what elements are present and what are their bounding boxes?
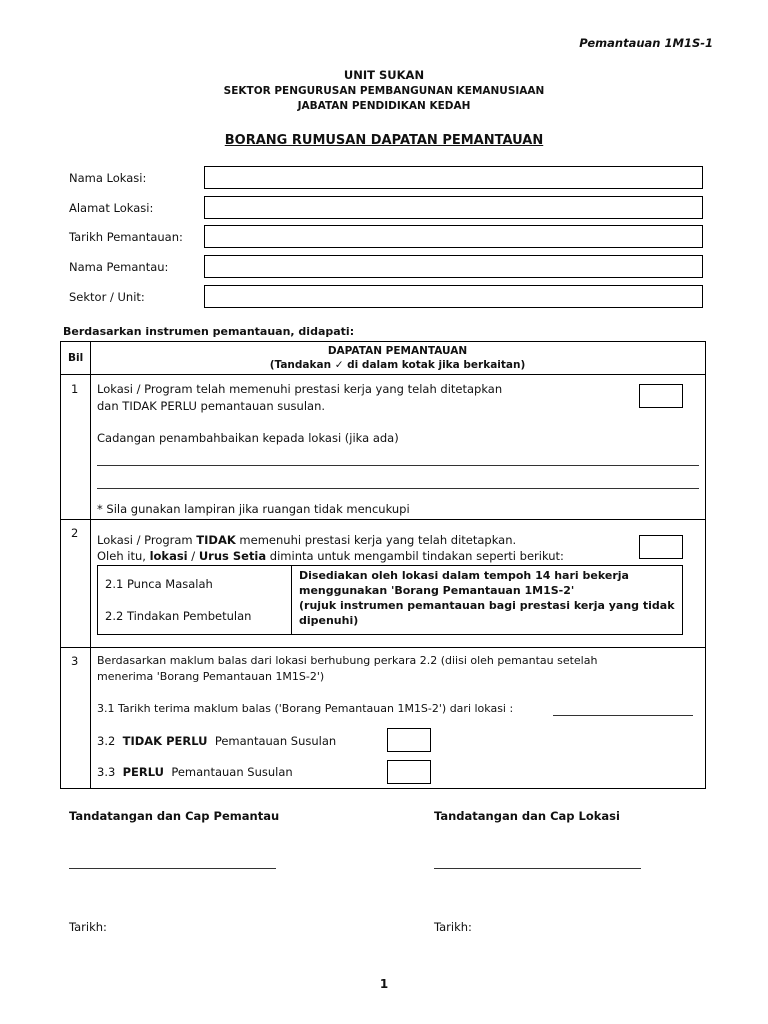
header-department: JABATAN PENDIDIKAN KEDAH [297, 100, 471, 112]
header-sector: SEKTOR PENGURUSAN PEMBANGUNAN KEMANUSIAAN [223, 85, 545, 97]
tarikh-pemantauan-field[interactable] [204, 225, 703, 248]
cadangan-line[interactable] [97, 465, 699, 466]
perlu-checkbox[interactable] [387, 760, 431, 784]
row3-statement: Berdasarkan maklum balas dari lokasi berhubung perkara 2.2 (diisi oleh pemantau setelah [97, 654, 598, 667]
item-tindakan-pembetulan: 2.2 Tindakan Pembetulan [105, 609, 252, 623]
row3-statement-cont: menerima 'Borang Pemantauan 1M1S-2') [97, 670, 325, 683]
row-divider [61, 519, 705, 520]
page-number: 1 [379, 977, 389, 991]
row3-item-perlu: 3.3 PERLU Pemantauan Susulan [97, 765, 293, 779]
document-reference: Pemantauan 1M1S-1 [579, 36, 713, 50]
label-alamat-lokasi: Alamat Lokasi: [69, 201, 154, 215]
intro-text: Berdasarkan instrumen pemantauan, didapati: [63, 325, 355, 338]
row-divider [61, 647, 705, 648]
action-subtable [97, 565, 683, 635]
row1-note: * Sila gunakan lampiran jika ruangan tidak mencukupi [97, 502, 410, 516]
signature-line-pemantau[interactable] [69, 868, 276, 869]
row1-cadangan-label: Cadangan penambahbaikan kepada lokasi (jika ada) [97, 431, 399, 445]
header-unit: UNIT SUKAN [343, 68, 425, 82]
column-header-instruction: (Tandakan ✓ di dalam kotak jika berkaitan) [269, 359, 526, 371]
sektor-unit-field[interactable] [204, 285, 703, 308]
nama-pemantau-field[interactable] [204, 255, 703, 278]
signature-label-lokasi: Tandatangan dan Cap Lokasi [434, 809, 620, 823]
subtable-info-line: (rujuk instrumen pemantauan bagi prestasi kerja yang tidak [299, 599, 675, 612]
label-nama-lokasi: Nama Lokasi: [69, 171, 147, 185]
row-number: 2 [71, 526, 79, 540]
cadangan-line[interactable] [97, 488, 699, 489]
row-divider [61, 374, 705, 375]
label-nama-pemantau: Nama Pemantau: [69, 260, 169, 274]
tarikh-terima-line[interactable] [553, 715, 693, 716]
row-number: 1 [71, 382, 79, 396]
tidak-perlu-checkbox[interactable] [387, 728, 431, 752]
subtable-info-line: dipenuhi) [299, 614, 359, 627]
signature-label-pemantau: Tandatangan dan Cap Pemantau [69, 809, 280, 823]
column-header-bil: Bil [68, 352, 84, 364]
form-title: BORANG RUMUSAN DAPATAN PEMANTAUAN [224, 133, 544, 148]
row2-statement: Lokasi / Program TIDAK memenuhi prestasi kerja yang telah ditetapkan. [97, 533, 517, 547]
subtable-info-line: menggunakan 'Borang Pemantauan 1M1S-2' [299, 584, 575, 597]
subtable-info-line: Disediakan oleh lokasi dalam tempoh 14 hari bekerja [299, 569, 629, 582]
item-punca-masalah: 2.1 Punca Masalah [105, 577, 213, 591]
signature-line-lokasi[interactable] [434, 868, 641, 869]
nama-lokasi-field[interactable] [204, 166, 703, 189]
row1-statement: Lokasi / Program telah memenuhi prestasi kerja yang telah ditetapkan [97, 382, 503, 396]
column-divider [90, 342, 91, 788]
row3-item-tarikh: 3.1 Tarikh terima maklum balas ('Borang Pemantauan 1M1S-2') dari lokasi : [97, 702, 514, 715]
date-label-lokasi: Tarikh: [434, 920, 472, 934]
row3-item-tidak-perlu: 3.2 TIDAK PERLU Pemantauan Susulan [97, 734, 337, 748]
subtable-divider [291, 566, 292, 634]
alamat-lokasi-field[interactable] [204, 196, 703, 219]
row1-statement-cont: dan TIDAK PERLU pemantauan susulan. [97, 399, 326, 413]
row1-checkbox[interactable] [639, 384, 683, 408]
column-header-dapatan: DAPATAN PEMANTAUAN [327, 345, 468, 357]
date-label-pemantau: Tarikh: [69, 920, 107, 934]
row2-checkbox[interactable] [639, 535, 683, 559]
label-tarikh-pemantauan: Tarikh Pemantauan: [69, 230, 183, 244]
row2-instruction: Oleh itu, lokasi / Urus Setia diminta untuk mengambil tindakan seperti berikut: [97, 549, 564, 563]
row-number: 3 [71, 654, 79, 668]
findings-table [60, 341, 706, 789]
label-sektor-unit: Sektor / Unit: [69, 290, 145, 304]
